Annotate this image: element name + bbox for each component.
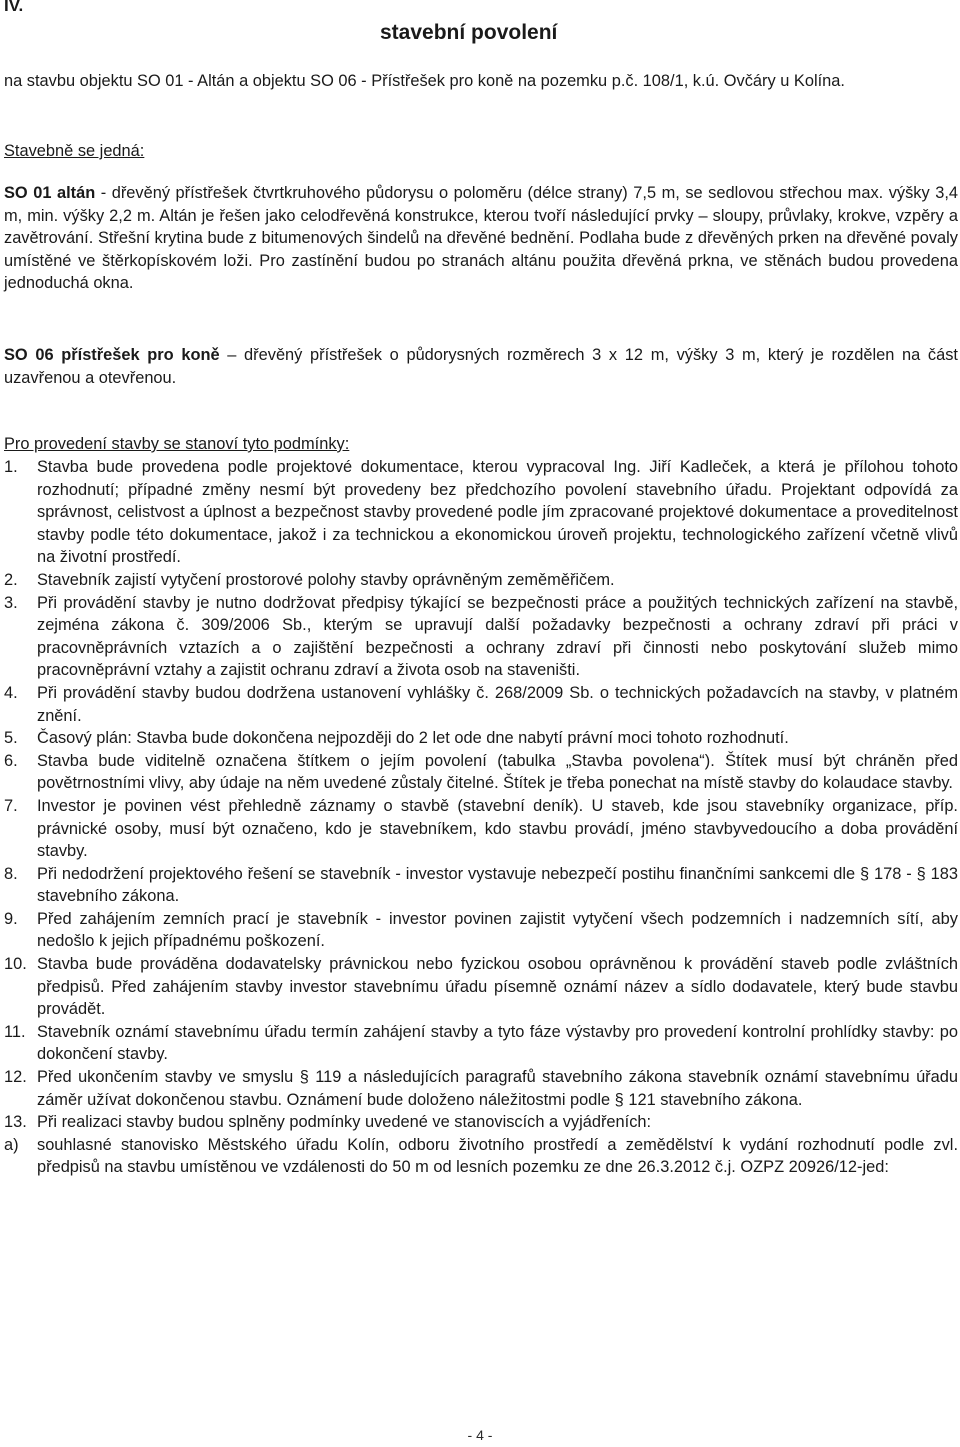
condition-number: 11. [4, 1022, 26, 1041]
condition-number: 3. [4, 593, 18, 612]
condition-number: 9. [4, 909, 18, 928]
so01-paragraph [4, 182, 958, 295]
condition-item-6 [4, 750, 958, 795]
construction-heading-text: Stavebně se jedná: [4, 142, 145, 160]
so06-text: – dřevěný přístřešek o půdorysných rozměrech 3 x 12 m, výšky 3 m, který je rozdělen na část uzavřenou a otevřenou. [4, 346, 958, 387]
condition-item-1 [4, 456, 958, 569]
page-number: - 4 - [467, 1427, 493, 1443]
condition-text: Stavba bude prováděna dodavatelsky právnickou nebo fyzickou osobou oprávněnou k provádění staveb podle zvláštních předpisů. Před zahájením stavby investor stavebnímu úřadu písemně oznámí název a sídlo dodavatele, který bude stavbu provádět. [37, 955, 958, 1019]
condition-item-3 [4, 592, 958, 682]
construction-heading [4, 140, 958, 163]
condition-item-8 [4, 863, 958, 908]
condition-item-a [4, 1134, 958, 1179]
condition-number: 4. [4, 683, 18, 702]
condition-text: Před zahájením zemních prací je stavebník - investor povinen zajistit vytyčení všech podzemních i nadzemních sítí, aby nedošlo k jejich případnému poškození. [37, 909, 958, 951]
condition-item-13 [4, 1111, 958, 1134]
condition-number: 2. [4, 570, 18, 589]
condition-number: 5. [4, 729, 18, 748]
condition-number: 10. [4, 955, 27, 974]
condition-text: Před ukončením stavby ve smyslu § 119 a následujících paragrafů stavebního zákona stavebník oznámí stavebnímu úřadu záměr užívat dokončenou stavbu. Oznámení bude doloženo náležitostmi podle § 121 stavebního zákona. [37, 1068, 958, 1109]
conditions-list [4, 456, 958, 1179]
condition-text: Stavba bude viditelně označena štítkem o jejím povolení (tabulka „Stavba povolena“). Štítek musí být chráněn před povětrnostními vlivy, aby údaje na něm uvedené zůstaly čitelné. Štítek je třeba ponechat na místě stavby do kolaudace stavby. [37, 751, 958, 793]
condition-text: Při provádění stavby je nutno dodržovat předpisy týkající se bezpečnosti práce a použitých technických zařízení na stavbě, zejména zákona č. 309/2006 Sb., kterým se upravují další požadavky bezpečnosti a ochrany zdraví při práci v pracovněprávních vztazích a o zajištění bezpečnosti a ochrany zdraví při činnosti nebo poskytování služeb mimo pracovněprávní vztahy a zajistit ochranu zdraví a života osob na staveništi. [37, 593, 958, 680]
condition-text: Investor je povinen vést přehledně záznamy o stavbě (stavební deník). U staveb, kde jsou stavebníky organizace, příp. právnické osoby, musí být označeno, kdo je stavebníkem, kdo stavbu provádí, jméno stavbyvedoucího a doba provádění stavby. [37, 796, 958, 861]
condition-item-2 [4, 569, 958, 592]
conditions-heading-text: Pro provedení stavby se stanoví tyto podmínky: [4, 435, 350, 453]
so06-paragraph [4, 344, 958, 389]
so01-lead: SO 01 altán [4, 184, 96, 202]
intro-paragraph: na stavbu objektu SO 01 - Altán a objektu SO 06 - Přístřešek pro koně na pozemku p.č. 108/1, k.ú. Ovčáry u Kolína. [4, 72, 845, 90]
condition-item-7 [4, 795, 958, 863]
condition-number: 1. [4, 458, 18, 476]
document-title: stavební povolení [380, 21, 558, 44]
condition-text: Stavba bude provedena podle projektové dokumentace, kterou vypracoval Ing. Jiří Kadleček, a která je přílohou tohoto rozhodnutí; případné změny nesmí být provedeny bez předchozího povolení stavebního úřadu. Projektant odpovídá za správnost, celistvost a úplnost a bezpečnost stavby provedené podle jím zpracované projektové dokumentace a proveditelnost stavby podle této dokumentace, jakož i za technickou a ekonomickou úroveň projektu, technologického zařízení včetně vlivů na životní prostředí. [37, 458, 958, 567]
condition-number: 8. [4, 864, 18, 883]
condition-text: Při provádění stavby budou dodržena ustanovení vyhlášky č. 268/2009 Sb. o technických požadavcích na stavby, v platném znění. [37, 683, 958, 725]
condition-text: Stavebník oznámí stavebnímu úřadu termín zahájení stavby a tyto fáze výstavby pro provedení kontrolní prohlídky stavby: po dokončení stavby. [37, 1022, 958, 1064]
condition-item-12 [4, 1066, 958, 1111]
condition-number: 13. [4, 1113, 27, 1132]
condition-item-9 [4, 908, 958, 953]
condition-number: 12. [4, 1068, 27, 1087]
condition-item-11 [4, 1021, 958, 1066]
condition-number: a) [4, 1135, 19, 1154]
condition-text: Časový plán: Stavba bude dokončena nejpozději do 2 let ode dne nabytí právní moci tohoto rozhodnutí. [37, 729, 789, 748]
condition-number: 7. [4, 796, 18, 815]
section-label: IV. [4, 0, 24, 15]
condition-text: Při realizaci stavby budou splněny podmínky uvedené ve stanoviscích a vyjádřeních: [37, 1113, 652, 1132]
condition-item-5 [4, 727, 958, 750]
condition-item-4 [4, 682, 958, 727]
condition-number: 6. [4, 751, 18, 770]
so06-lead: SO 06 přístřešek pro koně [4, 346, 220, 364]
conditions-heading [4, 433, 958, 456]
condition-text: Stavebník zajistí vytyčení prostorové polohy stavby oprávněným zeměměřičem. [37, 570, 615, 589]
condition-text: souhlasné stanovisko Městského úřadu Kolín, odboru životního prostředí a zemědělství k vydání rozhodnutí podle zvl. předpisů na stavbu umístěnou ve vzdálenosti do 50 m od lesních pozemku ze dne 26.3.2012 č.j. OZPZ 20926/12-jed: [37, 1135, 958, 1177]
condition-item-10 [4, 953, 958, 1021]
condition-text: Při nedodržení projektového řešení se stavebník - investor vystavuje nebezpečí postihu finančními sankcemi dle § 178 - § 183 stavebního zákona. [37, 864, 958, 906]
so01-text: - dřevěný přístřešek čtvrtkruhového půdorysu o poloměru (délce strany) 7,5 m, se sedlovou střechou max. výšky 3,4 m, min. výšky 2,2 m. Altán je řešen jako celodřevěná konstrukce, kterou tvoří následující prvky – sloupy, průvlaky, krokve, vzpěry a zavětrování. Střešní krytina bude z bitumenových šindelů na dřevěné bednění. Podlaha bude z dřevěných prken na dřevěné povaly umístěné ve štěrkopískovém loži. Pro zastínění budou po stranách altánu použita dřevěná prkna, ve stěnách budou provedena jednoduchá okna. [4, 184, 958, 293]
